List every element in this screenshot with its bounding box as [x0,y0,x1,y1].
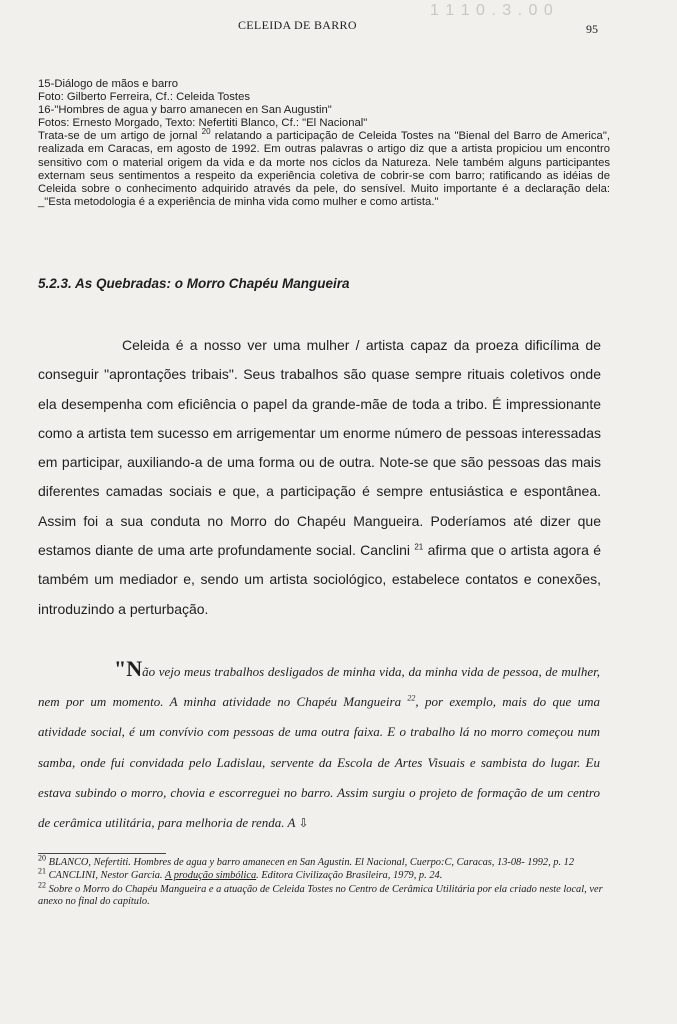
footnote-20 [38,853,608,869]
block-quote [38,654,600,838]
section-heading: 5.2.3. As Quebradas: o Morro Chapéu Mangueira [38,276,350,291]
caption-15-credit: Foto: Gilberto Ferreira, Cf.: Celeida Tostes [38,91,251,104]
footnote-divider [38,853,166,854]
footnotes [38,853,608,909]
archive-stamp: 1 1 1 0 . 3 . 0 0 [430,2,554,19]
footnote-ref-22: 22 [407,693,416,703]
caption-16-credit: Fotos: Ernesto Morgado, Texto: Nefertiti Blanco, Cf.: "El Nacional" [38,117,368,130]
caption-text-rest: relatando a participação de Celeida Tostes na "Bienal del Barro de America", realizada em Caracas, em agosto de 1992. Em outras palavras o artigo diz que a artista propiciou um encontro sensitivo com o material origem da vida e da morte nos ciclos da Natureza. Nele também alguns participantes externam seus sentimentos a respeito da experiência coletiva de cobrir-se com barro; ratificando as idéias de Celeida sobre o conhecimento adquirido através da pele, do sensível. Muito importante é a declaração dela: _"Esta metodologia é a experiência de minha vida como mulher e como artista." [38,130,610,208]
footnote-21-number: 21 [38,866,46,876]
continue-arrow-icon: ⇩ [298,816,309,831]
footnote-22-number: 22 [38,880,46,890]
body-text-part1: Celeida é a nosso ver uma mulher / artista capaz da proeza dificílima de conseguir "aprontações tribais". Seus trabalhos são quase sempre rituais coletivos onde ela desempenha com eficiência o papel da grande-mãe de toda a tribo. É impressionante como a artista tem sucesso em arrigementar um enorme número de pessoas interessadas em participar, auxiliando-a de uma forma ou de outra. Note-se que são pessoas das mais diferentes camadas sociais e que, a participação é sempre entusiástica e espontânea. Assim foi a sua conduta no Morro do Chapéu Mangueira. Poderíamos até dizer que estamos diante de uma arte profundamente social. Canclini [38,337,601,559]
footnote-21 [38,866,608,882]
caption-text-start: Trata-se de um artigo de jornal [38,130,202,143]
footnote-22 [38,880,608,909]
caption-16: 16-"Hombres de agua y barro amanecen en San Augustin" [38,104,332,117]
footnote-21-title: A produção simbólica [164,870,257,882]
body-paragraph [38,331,601,624]
figure-captions [38,78,610,209]
quote-text-part1: ão vejo meus trabalhos desligados de minha vida, da minha vida de pessoa, de mulher, nem por um momento. A minha atividade no Chapéu Mangueira [38,664,600,710]
quote-open-mark: "N [114,656,143,681]
quote-text-part2: , por exemplo, mais do que uma atividade social, é um convívio com pessoas de uma outra faixa. E o trabalho lá no morro começou num samba, onde fui convidada pelo Ladislau, servente da Escola de Artes Visuais e sambista do lugar. Eu estava subindo o morro, chovia e escorreguei no barro. Assim surgiu o projeto de formação de um centro de cerâmica utilitária, para melhoria de renda. A [38,694,600,831]
body-text-part2: afirma que o artista agora é também um mediador e, sendo um artista sociológico, estabelece contatos e conexões, introduzindo a perturbação. [38,542,601,617]
footnote-22-text: Sobre o Morro do Chapéu Mangueira e a atuação de Celeida Tostes no Centro de Cerâmica Utilitária por ela criado neste local, ver anexo no final do capítulo. [38,883,603,907]
footnote-20-text: BLANCO, Nefertiti. Hombres de agua y barro amanecen en San Agustin. El Nacional, Cuerpo:C, Caracas, 13-08- 1992, p. 12 [46,857,575,868]
footnote-21-pre: CANCLINI, Nestor Garcia. [46,870,165,882]
footnote-ref-20: 20 [201,127,211,137]
footnote-ref-21: 21 [414,542,424,552]
caption-description [38,127,610,209]
running-title: CELEIDA DE BARRO [238,18,357,32]
caption-15: 15-Diálogo de mãos e barro [38,78,179,90]
page-number: 95 [586,22,598,36]
footnote-20-number: 20 [38,853,46,863]
footnote-21-post: . Editora Civilização Brasileira, 1979, p. 24. [256,870,443,882]
